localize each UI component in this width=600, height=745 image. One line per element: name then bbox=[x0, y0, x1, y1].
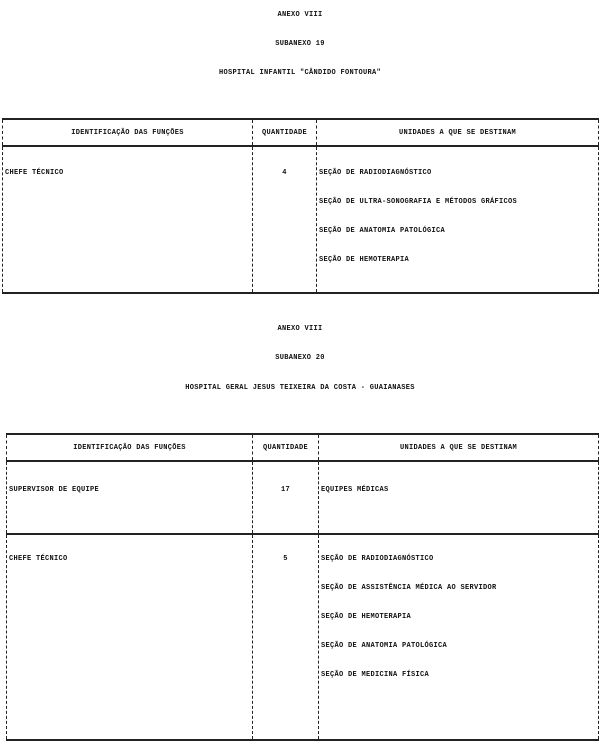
unit-item: SEÇÃO DE ULTRA-SONOGRAFIA E MÉTODOS GRÁFICOS bbox=[319, 198, 518, 206]
unit-item: SEÇÃO DE HEMOTERAPIA bbox=[321, 613, 412, 621]
function-name: CHEFE TÉCNICO bbox=[9, 555, 68, 563]
table-row bbox=[7, 534, 599, 740]
header-quantity: QUANTIDADE bbox=[253, 119, 317, 146]
table-row bbox=[3, 146, 599, 293]
function-quantity: 5 bbox=[283, 555, 288, 563]
unit-item: SEÇÃO DE ASSISTÊNCIA MÉDICA AO SERVIDOR bbox=[321, 584, 497, 592]
header-units: UNIDADES A QUE SE DESTINAM bbox=[319, 434, 599, 461]
unit-item: EQUIPES MÉDICAS bbox=[321, 486, 389, 494]
subannex-title-2: SUBANEXO 20 bbox=[275, 354, 325, 362]
annex-title-1: ANEXO VIII bbox=[277, 11, 323, 19]
subannex-title-1: SUBANEXO 19 bbox=[275, 40, 325, 48]
annex-title-2: ANEXO VIII bbox=[277, 325, 323, 333]
unit-item: SEÇÃO DE MEDICINA FÍSICA bbox=[321, 671, 430, 679]
header-functions: IDENTIFICAÇÃO DAS FUNÇÕES bbox=[3, 119, 253, 146]
function-quantity: 4 bbox=[282, 169, 287, 177]
hospital-title-1: HOSPITAL INFANTIL "CÂNDIDO FONTOURA" bbox=[218, 69, 382, 77]
functions-table-1 bbox=[2, 118, 599, 294]
function-name: SUPERVISOR DE EQUIPE bbox=[9, 486, 100, 494]
function-quantity: 17 bbox=[280, 486, 290, 494]
function-name: CHEFE TÉCNICO bbox=[5, 169, 64, 177]
unit-item: SEÇÃO DE ANATOMIA PATOLÓGICA bbox=[321, 642, 448, 650]
unit-item: SEÇÃO DE HEMOTERAPIA bbox=[319, 256, 410, 264]
unit-item: SEÇÃO DE RADIODIAGNÓSTICO bbox=[319, 169, 432, 177]
unit-item: SEÇÃO DE RADIODIAGNÓSTICO bbox=[321, 555, 434, 563]
header-functions: IDENTIFICAÇÃO DAS FUNÇÕES bbox=[7, 434, 253, 461]
hospital-title-2: HOSPITAL GERAL JESUS TEIXEIRA DA COSTA - GUAIANASES bbox=[185, 384, 415, 392]
table-row bbox=[7, 461, 599, 534]
functions-table-2 bbox=[6, 433, 599, 741]
unit-item: SEÇÃO DE ANATOMIA PATOLÓGICA bbox=[319, 227, 446, 235]
header-units: UNIDADES A QUE SE DESTINAM bbox=[317, 119, 599, 146]
header-quantity: QUANTIDADE bbox=[253, 434, 319, 461]
